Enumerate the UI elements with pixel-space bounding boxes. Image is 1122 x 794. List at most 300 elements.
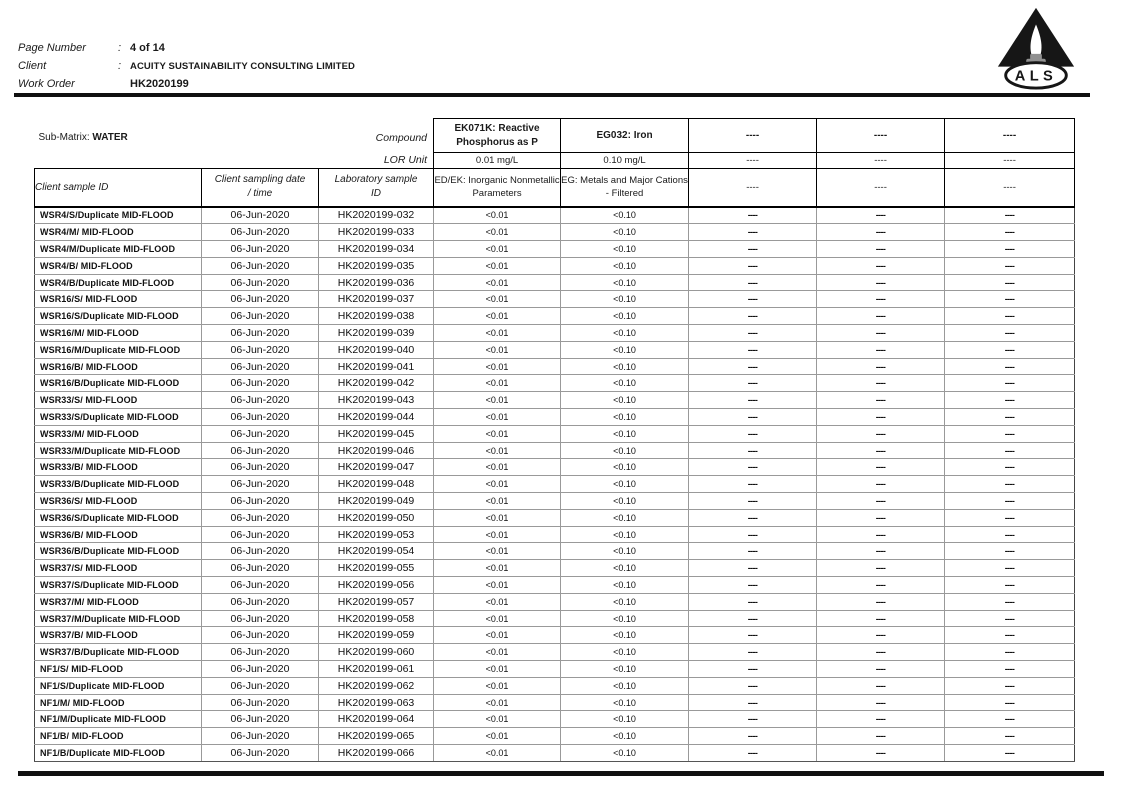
result-value: ----	[689, 694, 817, 711]
result-value: ----	[689, 392, 817, 409]
table-row	[35, 526, 1075, 543]
lor-corner	[35, 153, 434, 169]
result-value: ----	[817, 409, 945, 426]
result-value: <0.10	[561, 425, 689, 442]
result-value: <0.10	[561, 493, 689, 510]
result-value: <0.01	[434, 694, 561, 711]
page-number-line	[18, 40, 165, 56]
result-value: ----	[817, 325, 945, 342]
laboratory-sample-id: HK2020199-063	[319, 694, 434, 711]
result-value: <0.01	[434, 644, 561, 661]
laboratory-sample-id-header-line2: ID	[371, 188, 382, 200]
result-value: <0.10	[561, 543, 689, 560]
client-sample-id: WSR36/S/Duplicate MID-FLOOD	[35, 509, 202, 526]
result-value: <0.01	[434, 341, 561, 358]
result-value: <0.10	[561, 728, 689, 745]
result-value: <0.10	[561, 308, 689, 325]
client-sample-id: WSR37/M/Duplicate MID-FLOOD	[35, 610, 202, 627]
client-sample-id: NF1/S/ MID-FLOOD	[35, 661, 202, 678]
laboratory-sample-id: HK2020199-043	[319, 392, 434, 409]
result-value: ----	[945, 728, 1075, 745]
result-value: ----	[817, 476, 945, 493]
result-value: <0.01	[434, 509, 561, 526]
result-value: ----	[945, 661, 1075, 678]
result-value: <0.10	[561, 375, 689, 392]
laboratory-sample-id: HK2020199-065	[319, 728, 434, 745]
result-value: <0.10	[561, 392, 689, 409]
result-value: ----	[945, 409, 1075, 426]
result-value: ----	[689, 207, 817, 224]
table-row	[35, 392, 1075, 409]
sampling-date: 06-Jun-2020	[202, 308, 319, 325]
client-sample-id: WSR33/B/Duplicate MID-FLOOD	[35, 476, 202, 493]
result-value: <0.01	[434, 291, 561, 308]
table-row	[35, 644, 1075, 661]
result-value: ----	[945, 543, 1075, 560]
result-value: ----	[689, 543, 817, 560]
result-value: ----	[945, 476, 1075, 493]
compound-corner	[35, 119, 434, 153]
result-value: <0.01	[434, 728, 561, 745]
result-value: ----	[945, 627, 1075, 644]
result-value: <0.10	[561, 644, 689, 661]
laboratory-sample-id: HK2020199-046	[319, 442, 434, 459]
result-value: ----	[945, 677, 1075, 694]
result-value: ----	[689, 711, 817, 728]
sample-rows	[35, 207, 1075, 762]
client-sample-id: WSR33/M/Duplicate MID-FLOOD	[35, 442, 202, 459]
result-value: <0.10	[561, 610, 689, 627]
result-value: <0.01	[434, 459, 561, 476]
table-row	[35, 459, 1075, 476]
result-value: <0.01	[434, 476, 561, 493]
result-value: ----	[689, 745, 817, 762]
work-order-value: HK2020199	[130, 78, 189, 90]
client-sample-id: WSR36/S/ MID-FLOOD	[35, 493, 202, 510]
result-value: <0.01	[434, 425, 561, 442]
sampling-date: 06-Jun-2020	[202, 207, 319, 224]
result-value: ----	[817, 442, 945, 459]
laboratory-sample-id: HK2020199-033	[319, 224, 434, 241]
method-group: EG: Metals and Major Cations - Filtered	[561, 169, 689, 207]
result-value: <0.01	[434, 677, 561, 694]
result-value: ----	[945, 224, 1075, 241]
lor-value: ----	[945, 153, 1075, 169]
als-logo-text: ALS	[1014, 68, 1058, 85]
laboratory-sample-id: HK2020199-039	[319, 325, 434, 342]
result-value: ----	[689, 291, 817, 308]
laboratory-sample-id: HK2020199-042	[319, 375, 434, 392]
result-value: ----	[945, 207, 1075, 224]
sampling-date: 06-Jun-2020	[202, 677, 319, 694]
result-value: ----	[945, 257, 1075, 274]
table-row	[35, 358, 1075, 375]
laboratory-sample-id-header-line1: Laboratory sample	[334, 174, 418, 186]
result-value: <0.10	[561, 661, 689, 678]
laboratory-sample-id: HK2020199-048	[319, 476, 434, 493]
laboratory-sample-id: HK2020199-036	[319, 274, 434, 291]
result-value: <0.01	[434, 224, 561, 241]
compound-name: ----	[689, 119, 817, 153]
sampling-date: 06-Jun-2020	[202, 274, 319, 291]
result-value: <0.01	[434, 325, 561, 342]
table-row	[35, 308, 1075, 325]
client-sample-id: WSR16/M/ MID-FLOOD	[35, 325, 202, 342]
table-row	[35, 694, 1075, 711]
sampling-date: 06-Jun-2020	[202, 241, 319, 258]
work-order-line	[18, 76, 189, 92]
client-sample-id: WSR4/B/ MID-FLOOD	[35, 257, 202, 274]
als-logo-icon	[986, 5, 1086, 91]
laboratory-sample-id: HK2020199-054	[319, 543, 434, 560]
result-value: <0.01	[434, 308, 561, 325]
laboratory-sample-id-header	[319, 169, 434, 207]
table-row	[35, 661, 1075, 678]
client-sample-id: WSR16/B/Duplicate MID-FLOOD	[35, 375, 202, 392]
client-sample-id: WSR37/S/ MID-FLOOD	[35, 560, 202, 577]
sampling-date: 06-Jun-2020	[202, 694, 319, 711]
result-value: ----	[945, 745, 1075, 762]
result-value: ----	[817, 560, 945, 577]
result-value: ----	[945, 442, 1075, 459]
result-value: ----	[689, 493, 817, 510]
result-value: <0.10	[561, 291, 689, 308]
header-rule	[14, 93, 1090, 97]
sampling-date: 06-Jun-2020	[202, 661, 319, 678]
table-row	[35, 291, 1075, 308]
compound-name: EG032: Iron	[561, 119, 689, 153]
client-sample-id: WSR37/S/Duplicate MID-FLOOD	[35, 577, 202, 594]
client-sample-id: NF1/M/ MID-FLOOD	[35, 694, 202, 711]
client-sample-id: WSR37/M/ MID-FLOOD	[35, 593, 202, 610]
method-group: ----	[945, 169, 1075, 207]
sampling-date: 06-Jun-2020	[202, 509, 319, 526]
result-value: ----	[945, 241, 1075, 258]
laboratory-sample-id: HK2020199-035	[319, 257, 434, 274]
result-value: <0.10	[561, 711, 689, 728]
laboratory-sample-id: HK2020199-032	[319, 207, 434, 224]
table-row	[35, 560, 1075, 577]
result-value: ----	[817, 392, 945, 409]
sampling-date: 06-Jun-2020	[202, 560, 319, 577]
table-row	[35, 257, 1075, 274]
compound-label: Compound	[375, 132, 428, 144]
table-row	[35, 677, 1075, 694]
client-sample-id: WSR33/S/ MID-FLOOD	[35, 392, 202, 409]
sampling-date: 06-Jun-2020	[202, 644, 319, 661]
client-value: ACUITY SUSTAINABILITY CONSULTING LIMITED	[130, 60, 355, 72]
result-value: <0.01	[434, 627, 561, 644]
sampling-date: 06-Jun-2020	[202, 341, 319, 358]
result-value: ----	[817, 711, 945, 728]
result-value: ----	[945, 526, 1075, 543]
result-value: <0.01	[434, 745, 561, 762]
client-sample-id: WSR33/S/Duplicate MID-FLOOD	[35, 409, 202, 426]
result-value: <0.01	[434, 593, 561, 610]
client-sample-id: NF1/B/ MID-FLOOD	[35, 728, 202, 745]
result-value: ----	[817, 610, 945, 627]
result-value: <0.10	[561, 241, 689, 258]
laboratory-sample-id: HK2020199-038	[319, 308, 434, 325]
colon: :	[118, 60, 122, 72]
footer-rule	[18, 771, 1104, 776]
table-row	[35, 610, 1075, 627]
lor-value: ----	[817, 153, 945, 169]
result-value: ----	[945, 560, 1075, 577]
result-value: ----	[945, 325, 1075, 342]
result-value: <0.01	[434, 711, 561, 728]
sampling-date-header-line2: / time	[247, 188, 273, 200]
laboratory-sample-id: HK2020199-047	[319, 459, 434, 476]
result-value: ----	[817, 493, 945, 510]
compound-name: ----	[945, 119, 1075, 153]
colon: :	[118, 42, 122, 54]
lor-value: 0.10 mg/L	[561, 153, 689, 169]
sampling-date: 06-Jun-2020	[202, 577, 319, 594]
result-value: ----	[689, 375, 817, 392]
result-value: ----	[817, 694, 945, 711]
sampling-date: 06-Jun-2020	[202, 325, 319, 342]
method-group: ----	[817, 169, 945, 207]
sampling-date: 06-Jun-2020	[202, 392, 319, 409]
results-table	[34, 118, 1075, 762]
laboratory-sample-id: HK2020199-040	[319, 341, 434, 358]
page-number-value: 4 of 14	[130, 42, 165, 54]
laboratory-sample-id: HK2020199-058	[319, 610, 434, 627]
work-order-label: Work Order	[18, 78, 75, 90]
sub-matrix-value: WATER	[92, 132, 128, 143]
result-value: ----	[817, 661, 945, 678]
client-sample-id: WSR4/B/Duplicate MID-FLOOD	[35, 274, 202, 291]
client-sample-id: WSR16/B/ MID-FLOOD	[35, 358, 202, 375]
client-sample-id: WSR4/S/Duplicate MID-FLOOD	[35, 207, 202, 224]
client-sample-id-header: Client sample ID	[35, 169, 202, 207]
table-row	[35, 224, 1075, 241]
result-value: ----	[817, 577, 945, 594]
result-value: ----	[689, 560, 817, 577]
laboratory-sample-id: HK2020199-064	[319, 711, 434, 728]
client-sample-id: WSR16/S/ MID-FLOOD	[35, 291, 202, 308]
laboratory-sample-id: HK2020199-066	[319, 745, 434, 762]
result-value: ----	[945, 459, 1075, 476]
table-row	[35, 442, 1075, 459]
laboratory-sample-id: HK2020199-059	[319, 627, 434, 644]
client-sample-id: WSR16/S/Duplicate MID-FLOOD	[35, 308, 202, 325]
result-value: <0.01	[434, 610, 561, 627]
sampling-date: 06-Jun-2020	[202, 358, 319, 375]
result-value: ----	[945, 274, 1075, 291]
result-value: ----	[817, 543, 945, 560]
result-value: ----	[689, 610, 817, 627]
lor-unit-row	[35, 153, 1075, 169]
client-sample-id: NF1/B/Duplicate MID-FLOOD	[35, 745, 202, 762]
client-sample-id: NF1/M/Duplicate MID-FLOOD	[35, 711, 202, 728]
result-value: ----	[817, 375, 945, 392]
client-sample-id: NF1/S/Duplicate MID-FLOOD	[35, 677, 202, 694]
result-value: <0.10	[561, 694, 689, 711]
result-value: ----	[689, 341, 817, 358]
result-value: <0.01	[434, 442, 561, 459]
sub-matrix	[39, 132, 128, 143]
result-value: <0.10	[561, 745, 689, 762]
result-value: ----	[817, 526, 945, 543]
result-value: <0.10	[561, 560, 689, 577]
table-row	[35, 577, 1075, 594]
table-row	[35, 325, 1075, 342]
laboratory-sample-id: HK2020199-053	[319, 526, 434, 543]
result-value: ----	[945, 577, 1075, 594]
result-value: <0.10	[561, 476, 689, 493]
sampling-date: 06-Jun-2020	[202, 476, 319, 493]
result-value: ----	[689, 627, 817, 644]
result-value: ----	[817, 207, 945, 224]
result-value: <0.01	[434, 207, 561, 224]
result-value: ----	[817, 459, 945, 476]
result-value: ----	[945, 341, 1075, 358]
client-sample-id: WSR36/B/ MID-FLOOD	[35, 526, 202, 543]
result-value: <0.10	[561, 207, 689, 224]
result-value: ----	[689, 593, 817, 610]
result-value: ----	[689, 644, 817, 661]
result-value: <0.10	[561, 224, 689, 241]
sampling-date: 06-Jun-2020	[202, 526, 319, 543]
result-value: <0.01	[434, 358, 561, 375]
client-sample-id: WSR37/B/Duplicate MID-FLOOD	[35, 644, 202, 661]
client-sample-id: WSR37/B/ MID-FLOOD	[35, 627, 202, 644]
result-value: ----	[817, 341, 945, 358]
sampling-date-header	[202, 169, 319, 207]
table-row	[35, 627, 1075, 644]
result-value: ----	[817, 274, 945, 291]
sampling-date: 06-Jun-2020	[202, 728, 319, 745]
result-value: <0.10	[561, 341, 689, 358]
result-value: ----	[817, 745, 945, 762]
sampling-date: 06-Jun-2020	[202, 291, 319, 308]
result-value: <0.01	[434, 526, 561, 543]
lor-value: ----	[689, 153, 817, 169]
result-value: <0.10	[561, 442, 689, 459]
client-label: Client	[18, 60, 47, 72]
laboratory-sample-id: HK2020199-057	[319, 593, 434, 610]
result-value: <0.01	[434, 560, 561, 577]
result-value: ----	[945, 610, 1075, 627]
laboratory-sample-id: HK2020199-034	[319, 241, 434, 258]
client-sample-id: WSR33/B/ MID-FLOOD	[35, 459, 202, 476]
result-value: ----	[817, 728, 945, 745]
table-row	[35, 509, 1075, 526]
table-row	[35, 593, 1075, 610]
result-value: ----	[817, 425, 945, 442]
laboratory-sample-id: HK2020199-061	[319, 661, 434, 678]
result-value: ----	[945, 593, 1075, 610]
table-row	[35, 425, 1075, 442]
table-row	[35, 728, 1075, 745]
laboratory-sample-id: HK2020199-041	[319, 358, 434, 375]
table-row	[35, 375, 1075, 392]
laboratory-sample-id: HK2020199-044	[319, 409, 434, 426]
result-value: ----	[689, 425, 817, 442]
client-sample-id: WSR16/M/Duplicate MID-FLOOD	[35, 341, 202, 358]
compound-name: EK071K: Reactive Phosphorus as P	[434, 119, 561, 153]
result-value: ----	[817, 291, 945, 308]
result-value: <0.10	[561, 627, 689, 644]
result-value: <0.01	[434, 577, 561, 594]
result-value: ----	[689, 459, 817, 476]
client-sample-id: WSR4/M/ MID-FLOOD	[35, 224, 202, 241]
sampling-date: 06-Jun-2020	[202, 627, 319, 644]
result-value: ----	[689, 257, 817, 274]
laboratory-sample-id: HK2020199-045	[319, 425, 434, 442]
result-value: ----	[945, 308, 1075, 325]
result-value: ----	[817, 257, 945, 274]
lor-value: 0.01 mg/L	[434, 153, 561, 169]
client-line	[18, 58, 355, 74]
laboratory-sample-id: HK2020199-049	[319, 493, 434, 510]
sampling-date: 06-Jun-2020	[202, 711, 319, 728]
result-value: ----	[817, 593, 945, 610]
result-value: <0.10	[561, 459, 689, 476]
method-group: ED/EK: Inorganic Nonmetallic Parameters	[434, 169, 561, 207]
result-value: <0.10	[561, 409, 689, 426]
result-value: ----	[945, 425, 1075, 442]
sampling-date: 06-Jun-2020	[202, 224, 319, 241]
client-sample-id: WSR36/B/Duplicate MID-FLOOD	[35, 543, 202, 560]
result-value: <0.01	[434, 493, 561, 510]
result-value: <0.10	[561, 677, 689, 694]
result-value: ----	[689, 409, 817, 426]
table-row	[35, 241, 1075, 258]
result-value: ----	[945, 358, 1075, 375]
sampling-date: 06-Jun-2020	[202, 610, 319, 627]
result-value: ----	[689, 677, 817, 694]
table-row	[35, 341, 1075, 358]
table-row	[35, 409, 1075, 426]
compound-header-row	[35, 119, 1075, 153]
result-value: ----	[817, 677, 945, 694]
result-value: ----	[945, 694, 1075, 711]
result-value: <0.01	[434, 274, 561, 291]
result-value: ----	[689, 661, 817, 678]
sampling-date: 06-Jun-2020	[202, 425, 319, 442]
laboratory-sample-id: HK2020199-060	[319, 644, 434, 661]
sampling-date: 06-Jun-2020	[202, 593, 319, 610]
result-value: ----	[945, 509, 1075, 526]
result-value: <0.01	[434, 257, 561, 274]
result-value: <0.10	[561, 358, 689, 375]
sampling-date: 06-Jun-2020	[202, 442, 319, 459]
result-value: <0.01	[434, 241, 561, 258]
result-value: <0.10	[561, 577, 689, 594]
table-row	[35, 476, 1075, 493]
laboratory-sample-id: HK2020199-037	[319, 291, 434, 308]
result-value: <0.01	[434, 375, 561, 392]
result-value: <0.01	[434, 543, 561, 560]
result-value: ----	[689, 224, 817, 241]
result-value: ----	[689, 577, 817, 594]
table-row	[35, 207, 1075, 224]
result-value: <0.10	[561, 274, 689, 291]
result-value: ----	[817, 627, 945, 644]
table-row	[35, 543, 1075, 560]
result-value: ----	[817, 644, 945, 661]
result-value: ----	[689, 526, 817, 543]
result-value: ----	[689, 442, 817, 459]
result-value: ----	[689, 358, 817, 375]
laboratory-sample-id: HK2020199-050	[319, 509, 434, 526]
result-value: <0.10	[561, 257, 689, 274]
sampling-date: 06-Jun-2020	[202, 459, 319, 476]
method-group: ----	[689, 169, 817, 207]
